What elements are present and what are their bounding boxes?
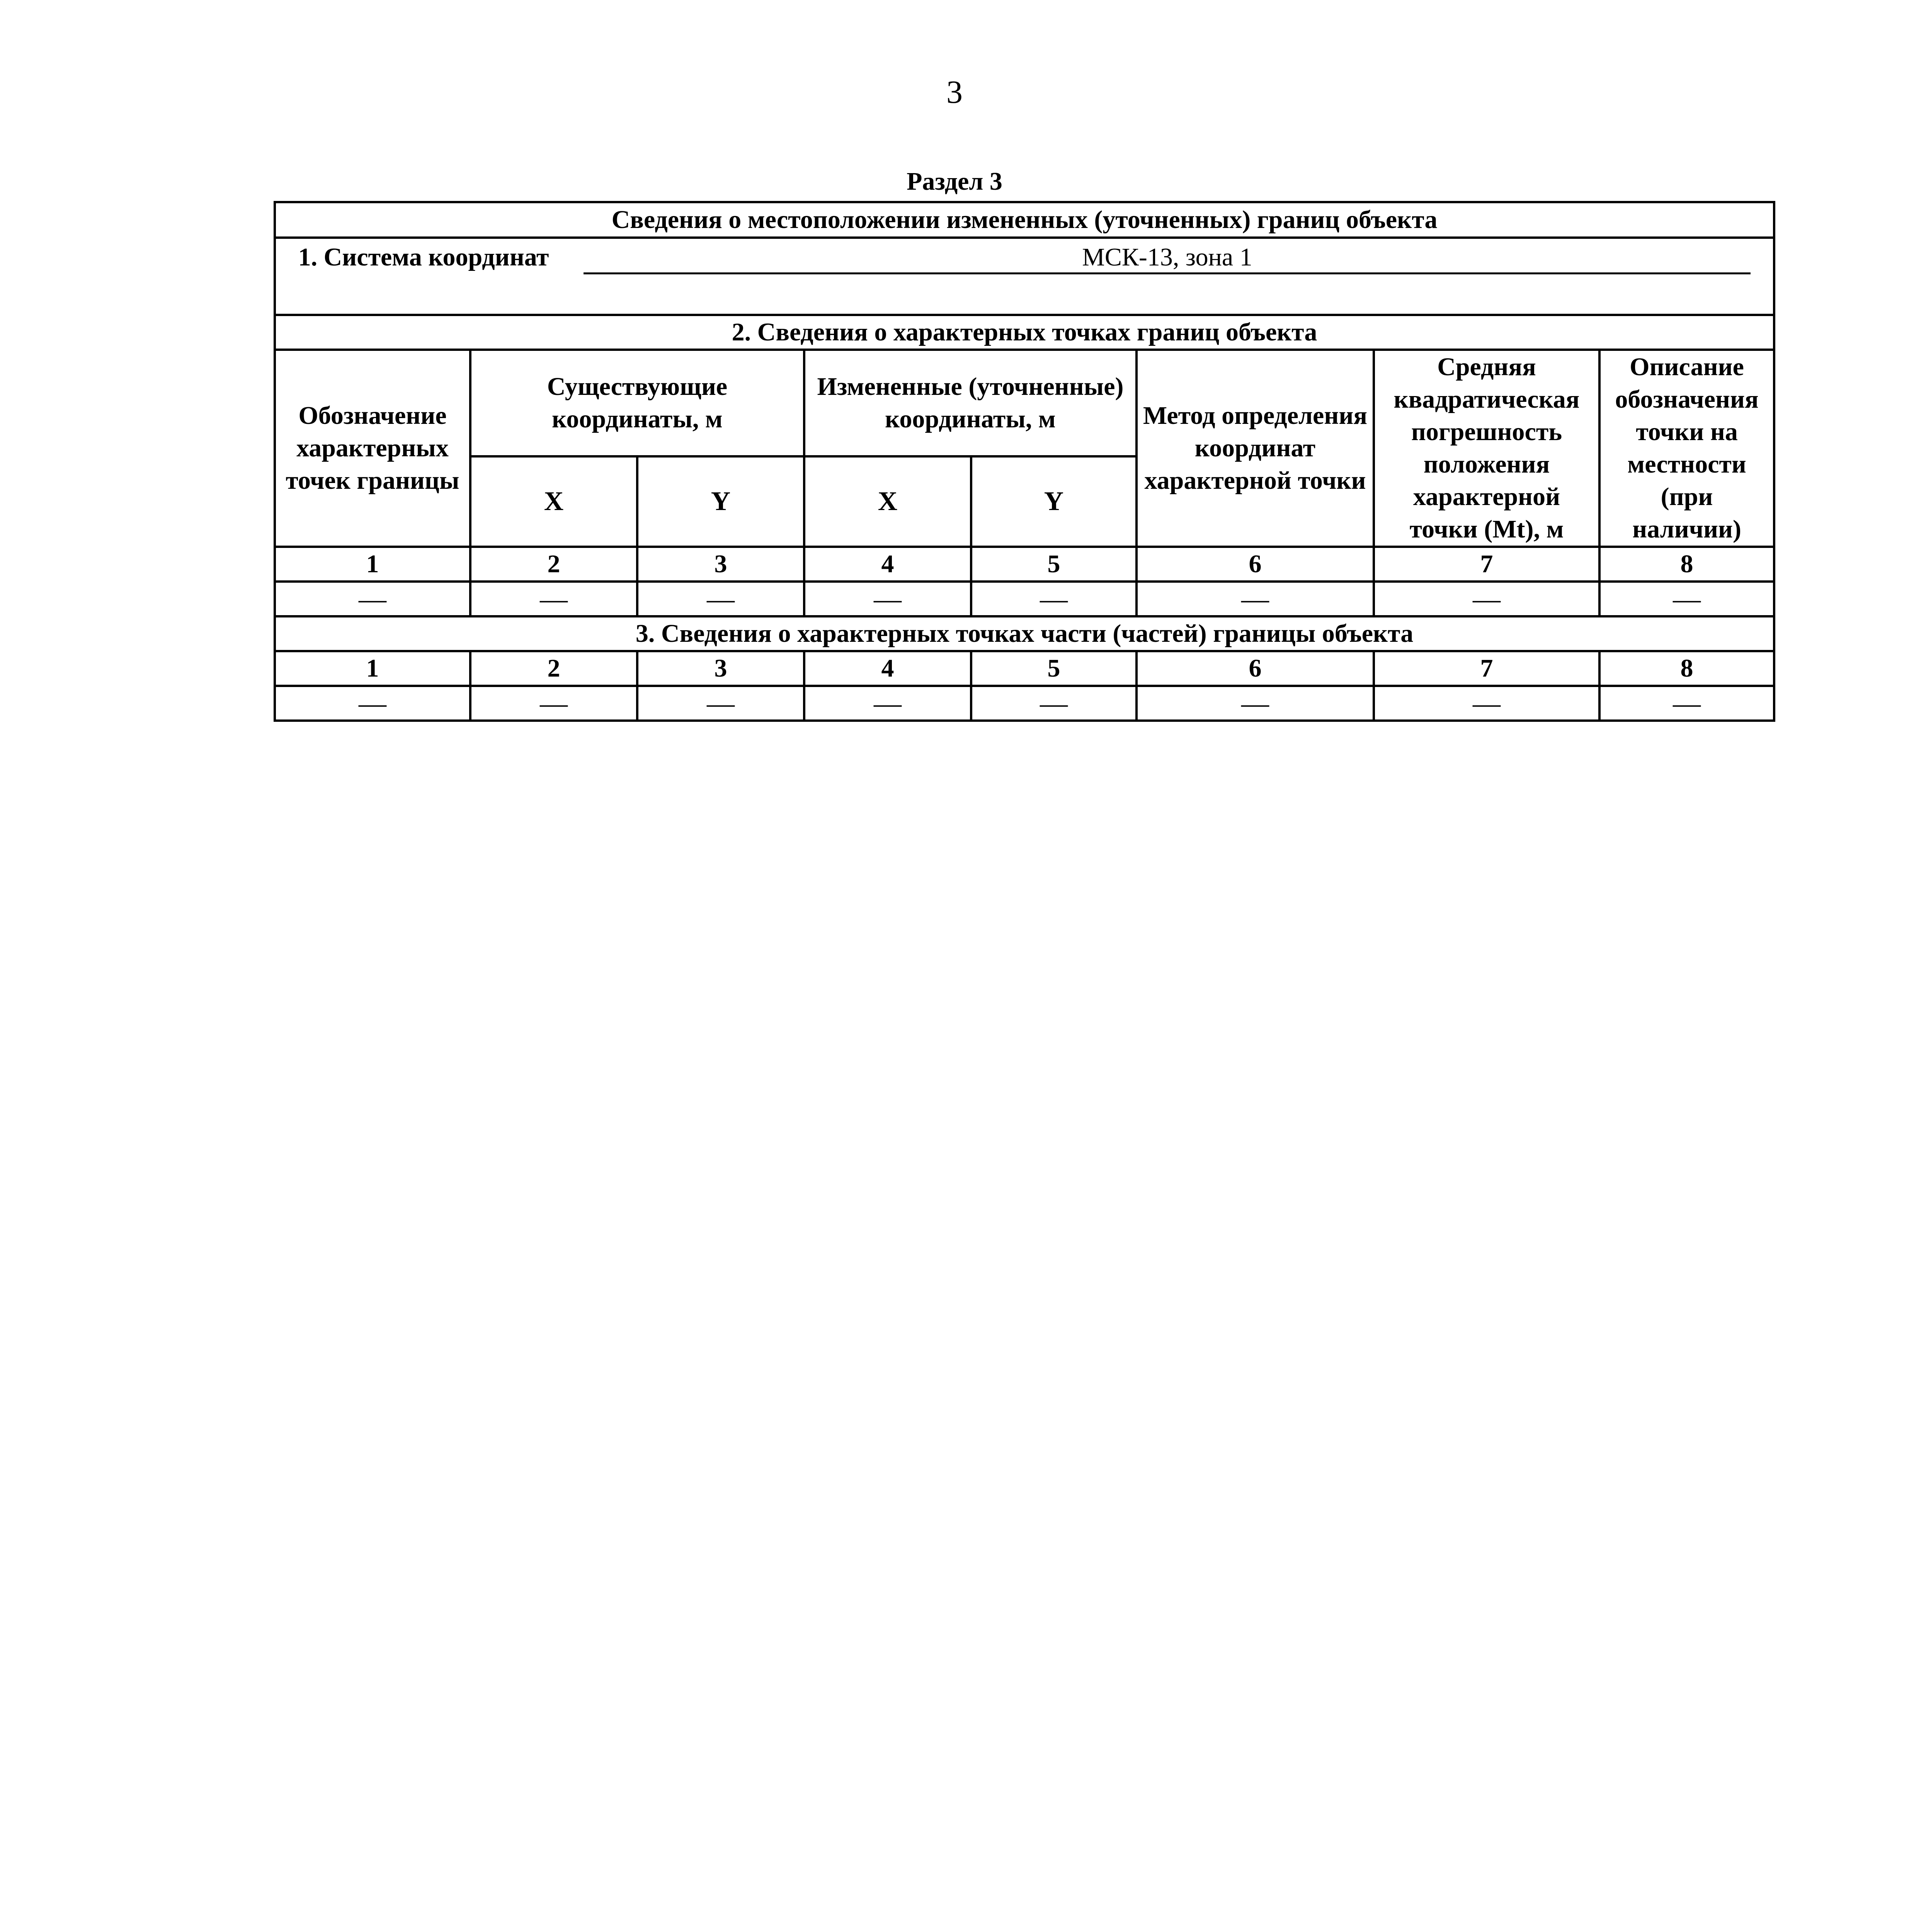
header-changed-y: Y [971,456,1137,547]
table-cell: — [971,686,1137,721]
header-mean-error: Средняя квадратическая погрешность положения характерной точки (Mt), м [1374,350,1599,547]
column-number: 6 [1137,651,1374,686]
header-changed-coordinates: Измененные (уточненные) координаты, м [804,350,1137,456]
column-number: 3 [637,547,804,582]
column-number: 7 [1374,651,1599,686]
page-number: 3 [946,74,963,110]
table-title: Сведения о местоположении измененных (уточненных) границ объекта [275,202,1774,238]
section-title: Раздел 3 [907,167,1002,196]
table-cell: — [804,686,971,721]
header-description: Описание обозначения точки на местности (при наличии) [1599,350,1774,547]
table-cell: — [470,582,637,616]
boundary-table [274,201,1775,722]
column-number: 4 [804,547,971,582]
column-number: 2 [470,547,637,582]
points-section-title: 2. Сведения о характерных точках границ объекта [275,315,1774,350]
parts-column-number-row [275,651,1774,686]
column-number: 8 [1599,547,1774,582]
header-method: Метод определения координат характерной точки [1137,350,1374,547]
column-number: 7 [1374,547,1599,582]
column-number: 5 [971,547,1137,582]
table-cell: — [470,686,637,721]
header-existing-coordinates: Существующие координаты, м [470,350,804,456]
header-changed-x: X [804,456,971,547]
coordinate-system-row [275,238,1774,277]
header-existing-y: Y [637,456,804,547]
header-point-designation: Обозначение характерных точек границы [275,350,470,547]
table-cell: — [1374,686,1599,721]
table-cell: — [275,582,470,616]
table-cell: — [1599,582,1774,616]
column-number-row [275,547,1774,582]
blank-row [275,277,1774,315]
table-cell: — [804,582,971,616]
table-cell: — [1374,582,1599,616]
column-number: 1 [275,547,470,582]
table-cell: — [971,582,1137,616]
header-existing-x: X [470,456,637,547]
table-cell: — [1137,582,1374,616]
table-cell: — [1599,686,1774,721]
coordinate-system-label: 1. Система координат [298,243,549,271]
column-number: 3 [637,651,804,686]
table-row [275,582,1774,616]
table-cell: — [637,686,804,721]
column-number: 2 [470,651,637,686]
column-number: 1 [275,651,470,686]
parts-section-title: 3. Сведения о характерных точках части (частей) границы объекта [275,616,1774,651]
column-number: 4 [804,651,971,686]
table-row [275,686,1774,721]
table-cell: — [637,582,804,616]
column-number: 8 [1599,651,1774,686]
column-number: 6 [1137,547,1374,582]
table-cell: — [1137,686,1374,721]
column-number: 5 [971,651,1137,686]
coordinate-system-value: МСК-13, зона 1 [584,242,1751,274]
table-cell: — [275,686,470,721]
